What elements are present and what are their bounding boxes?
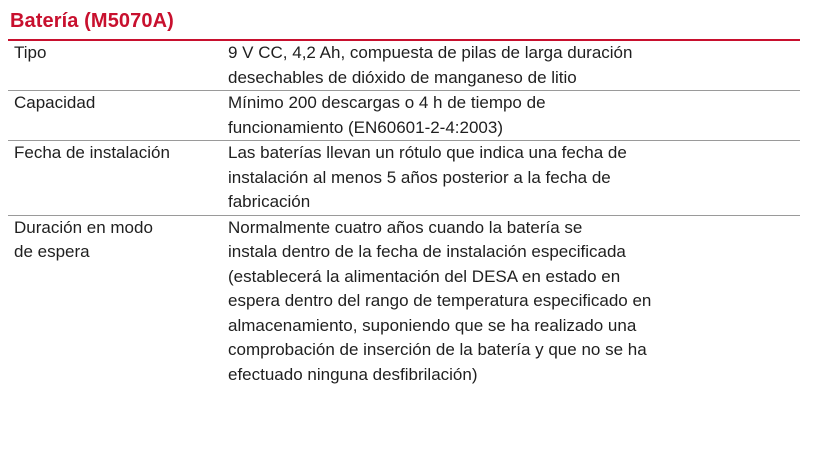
row-value-line: almacenamiento, suponiendo que se ha realizado una — [228, 315, 637, 335]
battery-spec-table — [8, 41, 800, 387]
row-value-line: comprobación de inserción de la batería y que no se ha — [228, 340, 647, 359]
row-value-line: Las baterías llevan un rótulo que indica una fecha de — [228, 143, 627, 162]
row-value-line: fabricación — [228, 192, 311, 211]
row-value-line: instalación al menos 5 años posterior a la fecha de — [228, 167, 611, 187]
row-label-line: Fecha de instalación — [14, 143, 170, 162]
row-value-line: espera dentro del rango de temperatura especificado en — [228, 291, 652, 310]
row-value-line: 9 V CC, 4,2 Ah, compuesta de pilas de larga duración — [228, 43, 633, 62]
row-label — [8, 91, 228, 141]
row-label — [8, 41, 228, 91]
row-value — [228, 141, 800, 216]
row-value — [228, 91, 800, 141]
row-value — [228, 41, 800, 91]
row-label — [8, 215, 228, 387]
row-label — [8, 141, 228, 216]
row-value-line: (establecerá la alimentación del DESA en estado en — [228, 266, 621, 286]
row-value-line: instala dentro de la fecha de instalación especificada — [228, 242, 626, 261]
row-value-line: funcionamiento (EN60601-2-4:2003) — [228, 117, 504, 137]
table-row — [8, 141, 800, 216]
table-row — [8, 41, 800, 91]
table-row — [8, 91, 800, 141]
row-label-line: de espera — [14, 242, 90, 261]
row-label-line: Capacidad — [14, 93, 96, 112]
row-label-line: Tipo — [14, 43, 47, 62]
section-title: Batería (M5070A) — [8, 0, 800, 41]
row-value-line: Normalmente cuatro años cuando la batería se — [228, 217, 583, 237]
table-row — [8, 215, 800, 387]
row-value — [228, 215, 800, 387]
row-value-line: efectuado ninguna desfibrilación) — [228, 364, 478, 384]
row-label-line: Duración en modo — [14, 217, 153, 237]
row-value-line: Mínimo 200 descargas o 4 h de tiempo de — [228, 93, 546, 112]
row-value-line: desechables de dióxido de manganeso de litio — [228, 67, 577, 87]
